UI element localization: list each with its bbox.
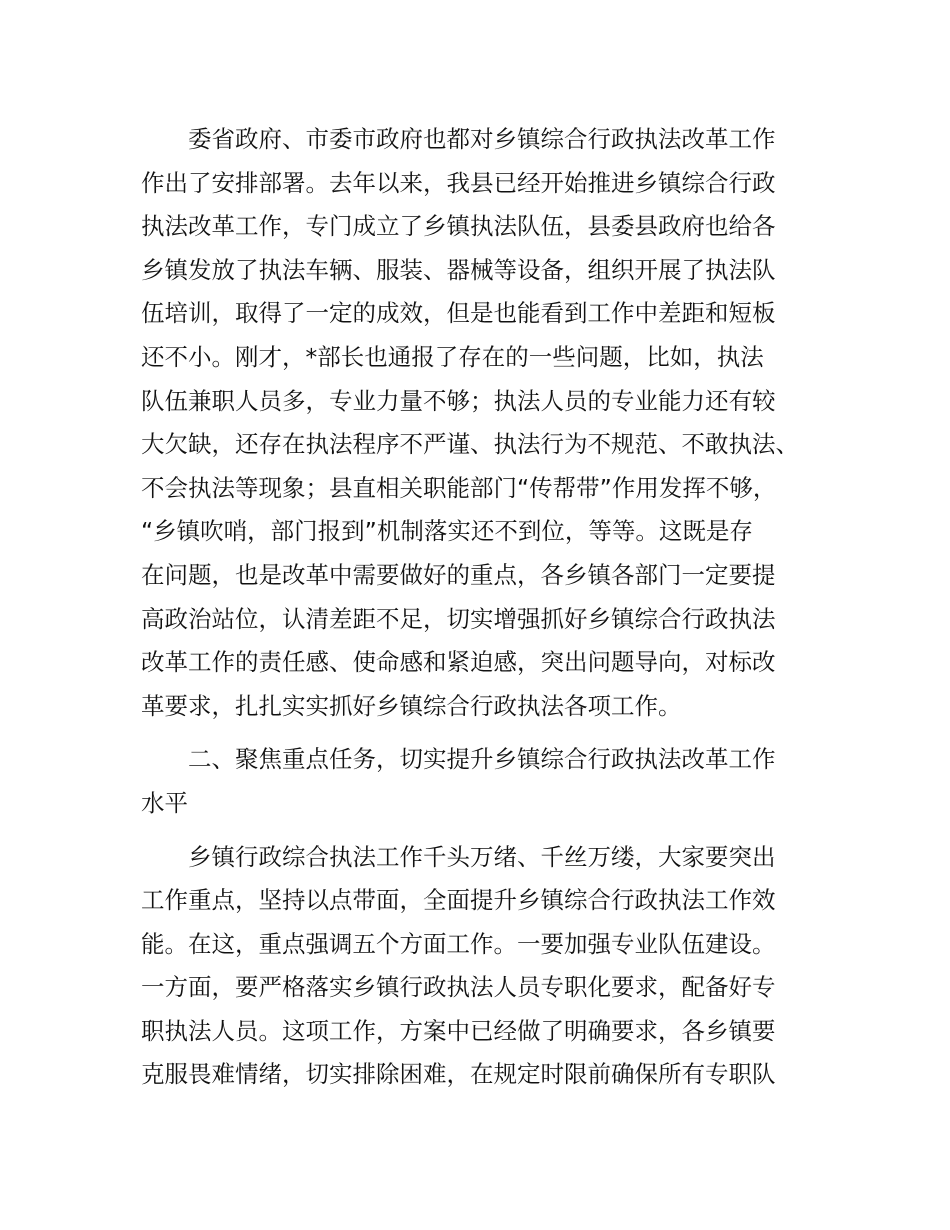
paragraph-spacing [141,728,841,738]
text-line: 克服畏难情绪，切实排除困难，在规定时限前确保所有专职队 [141,1060,776,1089]
paragraph-reform-status [141,118,841,728]
section-heading-two [141,738,841,825]
text-line: 工作重点，坚持以点带面，全面提升乡镇综合行政执法工作效 [141,886,776,915]
text-line: 大欠缺，还存在执法程序不严谨、执法行为不规范、不敢执法、 [141,430,799,459]
text-line: 执法改革工作，专门成立了乡镇执法队伍，县委县政府也给各 [141,212,776,241]
text-line: 职执法人员。这项工作，方案中已经做了明确要求，各乡镇要 [141,1016,776,1045]
document-body [141,118,841,1097]
text-line: 乡镇行政综合执法工作千头万绪、千丝万缕，大家要突出 [188,842,776,871]
text-line: 在问题，也是改革中需要做好的重点，各乡镇各部门一定要提 [141,560,776,589]
text-line: 队伍兼职人员多，专业力量不够；执法人员的专业能力还有较 [141,386,776,415]
heading-line: 二、聚焦重点任务，切实提升乡镇综合行政执法改革工作 [188,745,776,774]
text-line: 作出了安排部署。去年以来，我县已经开始推进乡镇综合行政 [141,168,776,197]
text-line: 一方面，要严格落实乡镇行政执法人员专职化要求，配备好专 [141,973,776,1002]
text-line: 革要求，扎扎实实抓好乡镇综合行政执法各项工作。 [141,691,682,720]
text-line: 不会执法等现象；县直相关职能部门“传帮带”作用发挥不够， [141,473,777,502]
paragraph-key-tasks [141,836,841,1098]
text-line: 伍培训，取得了一定的成效，但是也能看到工作中差距和短板 [141,299,776,328]
text-line: 委省政府、市委市政府也都对乡镇综合行政执法改革工作 [188,125,776,153]
text-line: 能。在这，重点强调五个方面工作。一要加强专业队伍建设。 [141,929,776,958]
text-line: 高政治站位，认清差距不足，切实增强抓好乡镇综合行政执法 [141,604,776,633]
heading-line: 水平 [141,788,188,817]
text-line: 改革工作的责任感、使命感和紧迫感，突出问题导向，对标改 [141,648,776,677]
paragraph-spacing [141,826,841,836]
text-line: 还不小。刚才，*部长也通报了存在的一些问题，比如，执法 [141,342,764,371]
text-line: 乡镇发放了执法车辆、服装、器械等设备，组织开展了执法队 [141,255,776,284]
text-line: “乡镇吹哨，部门报到”机制落实还不到位，等等。这既是存 [141,517,753,546]
